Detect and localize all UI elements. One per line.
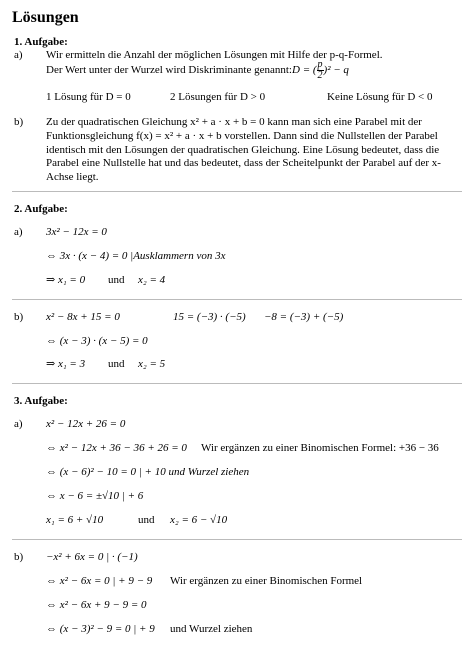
case-one-solution: 1 Lösung für D = 0 (46, 91, 131, 103)
eq-2b-3b: x₂ = 5 (138, 358, 166, 370)
eq-3b-4: ⇔ (x − 3)² − 9 = 0 | + 9 (46, 623, 155, 635)
label-3b: b) (14, 551, 24, 563)
case-two-solutions: 2 Lösungen für D > 0 (170, 91, 266, 103)
label-3a: a) (14, 418, 23, 430)
note-3a-2: Wir ergänzen zu einer Binomischen Formel: +36 − 36 (201, 442, 439, 454)
eq-3a-1: x² − 12x + 26 = 0 (46, 418, 126, 430)
label-1b: b) (14, 116, 24, 128)
eq-2b-1: x² − 8x + 15 = 0 (46, 311, 120, 323)
discriminant-formula: D = ( $\frac{p}{2}$ )² − q (292, 59, 349, 81)
text-1a-line1: Wir ermitteln die Anzahl der möglichen Lösungen mit Hilfe der p-q-Formel. (46, 49, 383, 61)
eq-2a-1: 3x² − 12x = 0 (46, 226, 107, 238)
label-2a: a) (14, 226, 23, 238)
divider-2 (12, 299, 462, 300)
label-2b: b) (14, 311, 24, 323)
section-heading-3: 3. Aufgabe: (14, 395, 68, 407)
eq-3a-2: ⇔ x² − 12x + 36 − 36 + 26 = 0 (46, 442, 187, 454)
eq-2b-1b: 15 = (−3) · (−5) (173, 311, 246, 323)
section-heading-2: 2. Aufgabe: (14, 203, 68, 215)
text-1b: Zu der quadratischen Gleichung x² + a · x + b = 0 kann man sich eine Parabel mit der Funktionsgleichung f(x) = x² + a · x + b vorstellen. Dann sind die Nullstellen der Parabel identisch mit den Lösungen der quadratischen Gleichung. Eine Lösung bedeutet, dass die Parabel eine Nullstelle hat und das bedeutet, dass der Scheitelpunkt der Parabel auf der x-Achse liegt. (46, 116, 441, 183)
and-2a: und (108, 274, 125, 286)
and-3a: und (138, 514, 155, 526)
divider-3 (12, 383, 462, 384)
eq-2b-2: ⇔ (x − 3) · (x − 5) = 0 (46, 335, 148, 347)
case-no-solution: Keine Lösung für D < 0 (327, 91, 433, 103)
eq-3a-3: ⇔ (x − 6)² − 10 = 0 | + 10 und Wurzel ziehen (46, 466, 250, 478)
eq-2b-3a: ⇒ x₁ = 3 (46, 358, 86, 370)
divider-4 (12, 539, 462, 540)
label-1a: a) (14, 49, 23, 61)
note-3b-4: und Wurzel ziehen (170, 623, 253, 635)
and-2b: und (108, 358, 125, 370)
eq-3b-3: ⇔ x² − 6x + 9 − 9 = 0 (46, 599, 147, 611)
page-title: Lösungen (12, 9, 79, 26)
eq-2b-1c: −8 = (−3) + (−5) (264, 311, 344, 323)
eq-3b-1: −x² + 6x = 0 | · (−1) (46, 551, 138, 563)
eq-3a-5b: x₂ = 6 − √10 (170, 514, 228, 526)
section-heading-1: 1. Aufgabe: (14, 36, 68, 48)
eq-3a-5a: x₁ = 6 + √10 (46, 514, 104, 526)
eq-2a-3a: ⇒ x₁ = 0 (46, 274, 86, 286)
eq-3b-2: ⇔ x² − 6x = 0 | + 9 − 9 (46, 575, 153, 587)
eq-2a-2: ⇔ 3x · (x − 4) = 0 |Ausklammern von 3x (46, 250, 226, 262)
eq-2a-3b: x₂ = 4 (138, 274, 166, 286)
text-1a-line2: Der Wert unter der Wurzel wird Diskriminante genannt: (46, 64, 292, 76)
note-3b-2: Wir ergänzen zu einer Binomischen Formel (170, 575, 363, 587)
eq-3a-4: ⇔ x − 6 = ±√10 | + 6 (46, 490, 144, 502)
divider-1 (12, 191, 462, 192)
